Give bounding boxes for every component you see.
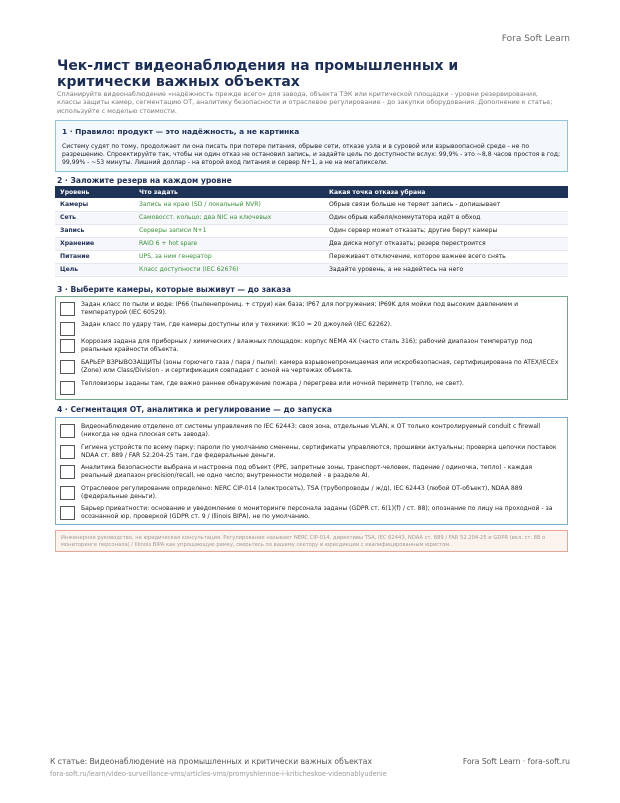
checklist-item-text: Аналитика безопасности выбрана и настроена под объект (PPE, запретные зоны, транспорт-человек, падение / одиночка, тепло) - каждая реальный диапазон precision/recall, не одно число; внутренности моделей - в разделе AI. <box>81 464 533 479</box>
footer-article-label: К статье: Видеонаблюдение на промышленных и критически важных объектах <box>50 757 372 766</box>
checklist-item-text: Отраслевое регулирование определено: NERC CIP-014 (электросеть), TSA (трубопроводы / ж/д), IEC 62443 (любой ОТ-объект), NDAA 889 (федеральные деньги). <box>81 485 523 500</box>
redundancy-table <box>55 186 568 277</box>
legal-disclaimer <box>55 530 568 552</box>
checkbox[interactable] <box>60 424 75 438</box>
level-cell: Цель <box>55 263 134 276</box>
failure-cell: Обрыв связи больше не теряет запись - допишывает <box>324 198 568 211</box>
spec-cell: Самовосст. кольцо; два NIC на ключевых <box>134 211 324 224</box>
page-title: Чек-лист видеонаблюдения на промышленных и критически важных объектах <box>57 58 459 90</box>
table-row <box>55 211 568 224</box>
failure-cell: Задайте уровень, а не надейтесь на него <box>324 263 568 276</box>
checklist-item-text: Видеонаблюдение отделено от системы управления по IEC 62443: своя зона, отдельные VLAN, к ОТ только контролируемый conduit с firewall (никогда не одна плоская сеть завода). <box>81 423 541 438</box>
level-cell: Питание <box>55 250 134 263</box>
section-3-heading: 3 · Выберите камеры, которые выживут — до заказа <box>57 285 292 294</box>
failure-cell: Один обрыв кабеля/коммутатора идёт в обход <box>324 211 568 224</box>
checkbox[interactable] <box>60 486 75 500</box>
spec-cell: UPS, за ним генератор <box>134 250 324 263</box>
level-cell: Сеть <box>55 211 134 224</box>
checkbox[interactable] <box>60 339 75 353</box>
checklist-item-text: Тепловизоры заданы там, где важно раннее обнаружение пожара / перегрева или ночной периметр (тепло, не свет). <box>81 380 464 387</box>
column-header: Уровень <box>55 186 134 198</box>
level-cell: Хранение <box>55 237 134 250</box>
brand-label: Fora Soft Learn <box>501 34 570 44</box>
failure-cell: Два диска могут отказать; резерв перестроится <box>324 237 568 250</box>
footer-article-link[interactable]: fora-soft.ru/learn/video-surveillance-vms/articles-vms/promyshlennoe-i-kriticheskoe-videonablyudenie <box>50 770 387 778</box>
column-header: Какая точка отказа убрана <box>324 186 568 198</box>
level-cell: Камеры <box>55 198 134 211</box>
checklist-item-text: БАРЬЕР ВЗРЫВОЗАЩИТЫ (зоны горючего газа / пара / пыли): камера взрывонепроницаемая или искробезопасная, сертифицирована по ATEX/IECEx (Zone) или Class/Division - и сертификация совпадает с зоной на чертежах объекта. <box>81 359 559 374</box>
page-subtitle: Спланируйте видеонаблюдение «надёжность прежде всего» для завода, объекта ТЭК или критической площадки - уровни резервирования, классы защиты камер, сегментацию ОТ, аналитику безопасности и отраслевое регулирование - до закупки оборудования. Дополнение к статье; используйте с моделью стоимости. <box>57 90 553 115</box>
checklist-item-text: Задан класс по удару там, где камеры доступны или у техники: IK10 = 20 джоулей (IEC 62262). <box>81 321 392 328</box>
checkbox[interactable] <box>60 506 75 520</box>
checklist-item-text: Задан класс по пыли и воде: IP66 (пыленепрониц. + струи) как база; IP67 для погружения; IP69K для мойки под высоким давлением и температурой (IEC 60529). <box>81 301 519 316</box>
spec-cell: Запись на краю (SD / локальный NVR) <box>134 198 324 211</box>
table-row <box>55 237 568 250</box>
table-row <box>55 198 568 211</box>
checklist-item-text: Гигиена устройств по всему парку: пароли по умолчанию сменены, сертификаты управляются, прошивки актуальны; проверка цепочки поставок NDAA ст. 889 / FAR 52.204-25 там, где федеральные деньги. <box>81 444 557 459</box>
table-row <box>55 224 568 237</box>
disclaimer-text: Инженерное руководство, не юридическая консультация. Регулирование называет NERC CIP-014, директивы TSA, IEC 62443, NDAA ст. 889 / FAR 52.204-25 и GDPR (вкл. ст. 88 о мониторинге персонала) / Illinois BIPA как упрощающую рамку, сверьтесь по вашему сектору и юрисдикции с квалифицированным юристом. <box>61 535 546 548</box>
checklist-item-text: Барьер приватности: основание и уведомление о мониторинге персонала заданы (GDPR ст. 6(1)(f) / ст. 88); опознание по лицу на проходной - за осознанной юр. проверкой (GDPR ст. 9 / Illinois BIPA), не по умолчанию. <box>81 505 553 520</box>
checkbox[interactable] <box>60 360 75 374</box>
rule-body: Систему судят по тому, продолжает ли она писать при потере питания, обрыве сети, отказе узла и в суровой или взрывоопасной среде - не по разрешению. Спроектируйте так, чтобы ни один отказ не остановил запись, и задайте цель по доступности вслух: 99,9% - это ~8,8 часов простоя в год; 99,99% - ~53 минуты. Лишний доллар - на второй вход питания и сервер N+1, а не на мегапиксели. <box>62 143 561 166</box>
section-4-heading: 4 · Сегментация ОТ, аналитика и регулирование — до запуска <box>57 405 332 414</box>
rule-heading: 1 · Правило: продукт — это надёжность, а не картинка <box>62 127 300 136</box>
failure-cell: Переживает отключение, которое важнее всего снять <box>324 250 568 263</box>
checkbox[interactable] <box>60 465 75 479</box>
table-row <box>55 263 568 276</box>
checkbox[interactable] <box>60 302 75 316</box>
table-row <box>55 250 568 263</box>
checkbox[interactable] <box>60 381 75 395</box>
segmentation-checklist <box>55 417 568 525</box>
rule-callout <box>55 120 568 172</box>
column-header: Что задать <box>134 186 324 198</box>
spec-cell: Серверы записи N+1 <box>134 224 324 237</box>
checkbox[interactable] <box>60 322 75 336</box>
checklist-item-text: Коррозия задана для приборных / химических / влажных площадок: корпус NEMA 4X (часто сталь 316); рабочий диапазон температур под реальные крайности объекта. <box>81 338 533 353</box>
spec-cell: RAID 6 + hot spare <box>134 237 324 250</box>
spec-cell: Класс доступности (IEC 62676) <box>134 263 324 276</box>
level-cell: Запись <box>55 224 134 237</box>
table-header-row <box>55 186 568 198</box>
failure-cell: Один сервер может отказать; другие берут камеры <box>324 224 568 237</box>
footer-site-label: Fora Soft Learn · fora-soft.ru <box>462 757 570 766</box>
camera-checklist <box>55 296 568 400</box>
checkbox[interactable] <box>60 445 75 459</box>
section-2-heading: 2 · Заложите резерв на каждом уровне <box>57 176 232 185</box>
